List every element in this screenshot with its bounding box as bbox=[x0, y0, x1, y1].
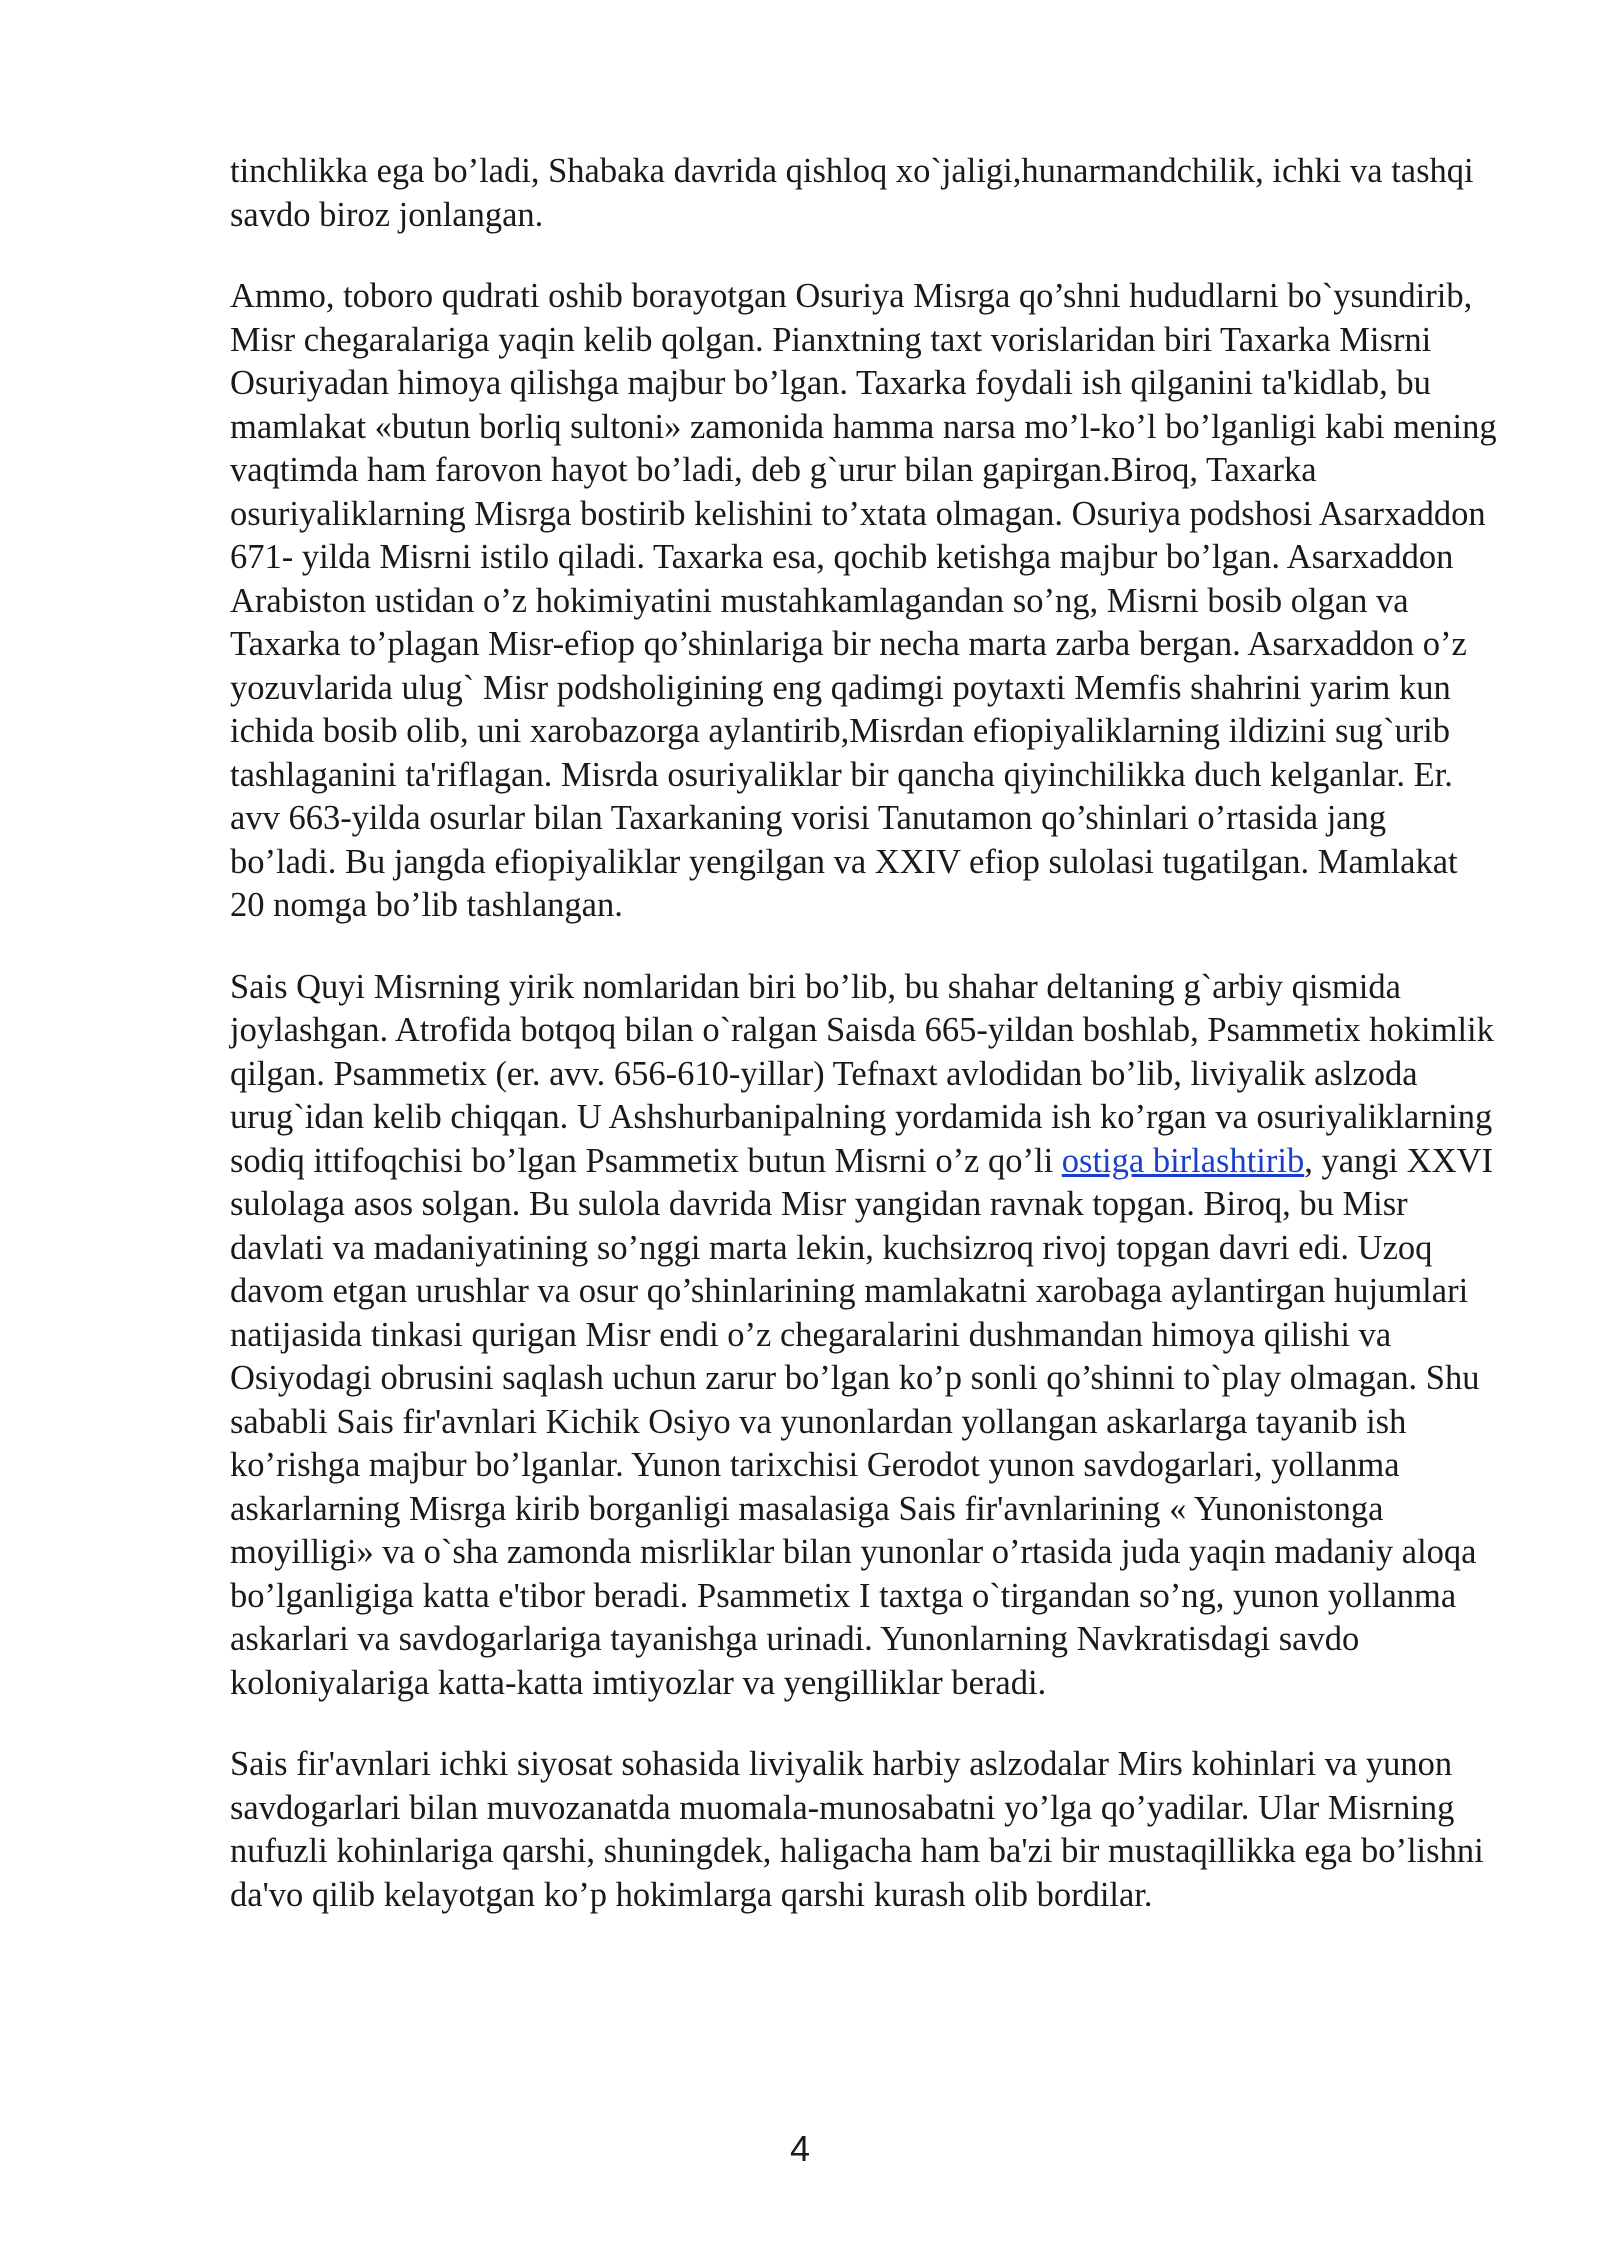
paragraph-4: Sais fir'avnlari ichki siyosat sohasida liviyalik harbiy aslzodalar Mirs kohinlari va yunon savdogarlari bilan muvozanatda muomala-munosabatni yo’lga qo’yadilar. Ular Misrning nufuzli kohinlariga qarshi, shuningdek, haligacha ham ba'zi bir mustaqillikka ega bo’lishni da'vo qilib kelayotgan ko’p hokimlarga qarshi kurash olib bordilar. bbox=[230, 1745, 1484, 1914]
paragraph-3-text-before-link: Sais Quyi Misrning yirik nomlaridan biri bo’lib, bu shahar deltaning g`arbiy qismida joylashgan. Atrofida botqoq bilan o`ralgan Saisda 665-yildan boshlab, Psammetix hokimlik qilgan. Psammetix (er. avv. 656-610-yillar) Tefnaxt avlodidan bo’lib, liviyalik aslzoda urug`idan kelib chiqqan. U Ashshurbanipalning yordamida ish ko’rgan va osuriyaliklarning sodiq ittifoqchisi bo’lgan Psammetix butun Misrni o’z qo’li bbox=[230, 967, 1494, 1180]
document-body bbox=[230, 150, 1500, 1955]
paragraph-2: Ammo, toboro qudrati oshib borayotgan Osuriya Misrga qo’shni hududlarni bo`ysundirib, Misr chegaralariga yaqin kelib qolgan. Pianxtning taxt vorislaridan biri Taxarka Misrni Osuriyadan himoya qilishga majbur bo’lgan. Taxarka foydali ish qilganini ta'kidlab, bu mamlakat «butun borliq sultoni» zamonida hamma narsa mo’l-ko’l bo’lganligi kabi mening vaqtimda ham farovon hayot bo’ladi, deb g`urur bilan gapirgan.Biroq, Taxarka osuriyaliklarning Misrga bostirib kelishini to’xtata olmagan. Osuriya podshosi Asarxaddon 671- yilda Misrni istilo qiladi. Taxarka esa, qochib ketishga majbur bo’lgan. Asarxaddon Arabiston ustidan o’z hokimiyatini mustahkamlagandan so’ng, Misrni bosib olgan va Taxarka to’plagan Misr-efiop qo’shinlariga bir necha marta zarba bergan. Asarxaddon o’z yozuvlarida ulug` Misr podsholigining eng qadimgi poytaxti Memfis shahrini yarim kun ichida bosib olib, uni xarobazorga aylantirib,Misrdan efiopiyaliklarning ildizini sug`urib tashlaganini ta'riflagan. Misrda osuriyaliklar bir qancha qiyinchilikka duch kelganlar. Er. avv 663-yilda osurlar bilan Taxarkaning vorisi Tanutamon qo’shinlari o’rtasida jang bo’ladi. Bu jangda efiopiyaliklar yengilgan va XXIV efiop sulolasi tugatilgan. Mamlakat 20 nomga bo’lib tashlangan. bbox=[230, 277, 1497, 924]
hyperlink-ostiga-birlashtirib[interactable]: ostiga birlashtirib bbox=[1061, 1141, 1305, 1180]
paragraph-1: tinchlikka ega bo’ladi, Shabaka davrida qishloq xo`jaligi,hunarmandchilik, ichki va tashqi savdo biroz jonlangan. bbox=[230, 152, 1474, 234]
paragraph-3 bbox=[230, 966, 1500, 1706]
page-number: 4 bbox=[789, 2128, 811, 2169]
paragraph-3-text-after-link: , yangi XXVI sulolaga asos solgan. Bu sulola davrida Misr yangidan ravnak topgan. Biroq, bu Misr davlati va madaniyatining so’nggi marta lekin, kuchsizroq rivoj topgan davri edi. Uzoq davom etgan urushlar va osur qo’shinlarining mamlakatni xarobaga aylantirgan hujumlari natijasida tinkasi qurigan Misr endi o’z chegaralarini dushmandan himoya qilishi va Osiyodagi obrusini saqlash uchun zarur bo’lgan ko’p sonli qo’shinni to`play olmagan. Shu sababli Sais fir'avnlari Kichik Osiyo va yunonlardan yollangan askarlarga tayanib ish ko’rishga majbur bo’lganlar. Yunon tarixchisi Gerodot yunon savdogarlari, yollanma askarlarning Misrga kirib borganligi masalasiga Sais fir'avnlarining « Yunonistonga moyilligi» va o`sha zamonda misrliklar bilan yunonlar o’rtasida juda yaqin madaniy aloqa bo’lganligiga katta e'tibor beradi. Psammetix I taxtga o`tirgandan so’ng, yunon yollanma askarlari va savdogarlariga tayanishga urinadi. Yunonlarning Navkratisdagi savdo koloniyalariga katta-katta imtiyozlar va yengilliklar beradi. bbox=[230, 1141, 1493, 1702]
